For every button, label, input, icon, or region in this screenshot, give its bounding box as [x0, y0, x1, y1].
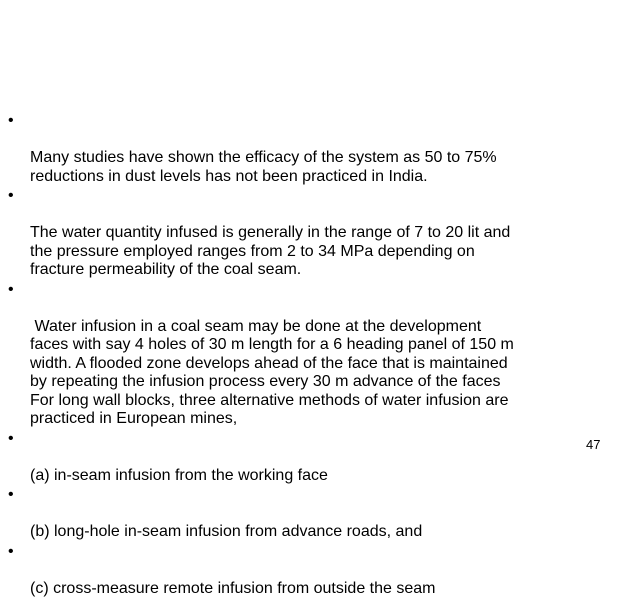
- bullet-item: [8, 112, 608, 186]
- bullet-icon: •: [8, 112, 14, 129]
- bullet-item: [8, 486, 608, 542]
- bullet-text: (b) long-hole in-seam infusion from advance roads, and: [30, 523, 423, 540]
- bullet-text: The water quantity infused is generally in the range of 7 to 20 lit and the pressure employed ranges from 2 to 34 MPa depending on fracture permeability of the coal seam.: [30, 224, 511, 278]
- bullet-item: [8, 430, 608, 486]
- bullet-text: Many studies have shown the efficacy of the system as 50 to 75% reductions in dust levels has not been practiced in India.: [30, 149, 497, 185]
- bullet-item: [8, 187, 608, 280]
- bullet-icon: •: [8, 542, 14, 560]
- bullet-text: Water infusion in a coal seam may be done at the development faces with say 4 holes of 30 m length for a 6 heading panel of 150 m width. A flooded zone develops ahead of the face that is maintained by repeating the infusion process every 30 m advance of the faces For long wall blocks, three alternative methods of water infusion are practiced in European mines,: [30, 317, 514, 427]
- bullet-icon: •: [8, 280, 14, 298]
- bullet-icon: •: [8, 187, 14, 204]
- bullet-icon: •: [8, 429, 14, 447]
- bullet-list: [8, 112, 608, 599]
- bullet-icon: •: [8, 486, 14, 503]
- bullet-item: [8, 281, 608, 429]
- bullet-text: (a) in-seam infusion from the working face: [30, 466, 328, 484]
- bullet-item: [8, 543, 608, 599]
- bullet-text: (c) cross-measure remote infusion from outside the seam: [30, 579, 436, 597]
- page-number: 47: [586, 437, 601, 452]
